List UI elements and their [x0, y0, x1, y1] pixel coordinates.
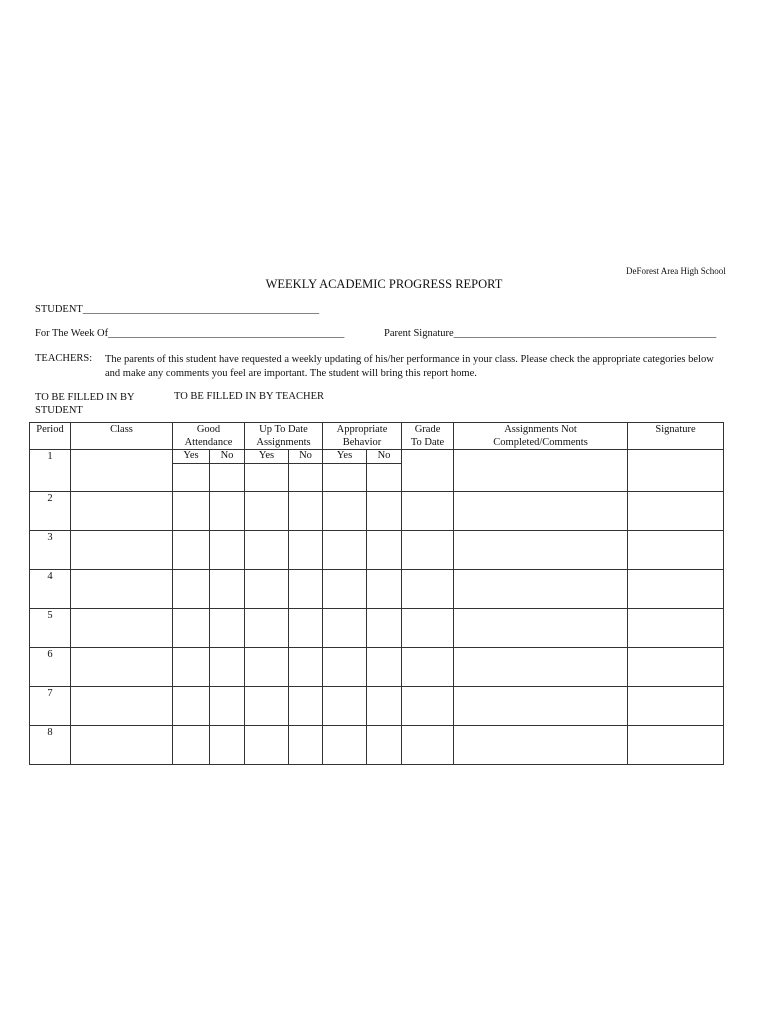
- signature-cell[interactable]: [628, 569, 724, 608]
- behavior-yes-box[interactable]: [323, 647, 367, 686]
- grade-cell[interactable]: [402, 608, 454, 647]
- signature-cell[interactable]: [628, 686, 724, 725]
- assignments-no-box[interactable]: [289, 569, 323, 608]
- table-row: [30, 569, 724, 608]
- grade-cell[interactable]: [402, 569, 454, 608]
- assignments-no-box[interactable]: [289, 608, 323, 647]
- behavior-no-box[interactable]: [367, 491, 402, 530]
- comments-cell[interactable]: [454, 569, 628, 608]
- period-header: Period: [30, 423, 71, 450]
- progress-table: [29, 422, 724, 765]
- assignments-yes-box[interactable]: [245, 569, 289, 608]
- assignments-yes-box[interactable]: [245, 686, 289, 725]
- class-cell[interactable]: [71, 569, 173, 608]
- table-row: [30, 491, 724, 530]
- week-field[interactable]: [35, 328, 344, 339]
- attendance-yes-box[interactable]: [173, 463, 210, 491]
- parent-signature-label: Parent Signature: [384, 328, 454, 339]
- behavior-yes-box[interactable]: [323, 725, 367, 764]
- assignments-yes-label: Yes: [245, 450, 289, 464]
- attendance-yes-box[interactable]: [173, 491, 210, 530]
- assignments-no-box[interactable]: [289, 463, 323, 491]
- attendance-no-box[interactable]: [210, 530, 245, 569]
- signature-cell[interactable]: [628, 608, 724, 647]
- teachers-label: TEACHERS:: [35, 353, 93, 364]
- grade-cell[interactable]: [402, 725, 454, 764]
- period-number: 2: [30, 491, 71, 530]
- period-number: 5: [30, 608, 71, 647]
- grade-cell[interactable]: [402, 647, 454, 686]
- signature-cell: [628, 450, 724, 492]
- attendance-yes-box[interactable]: [173, 608, 210, 647]
- behavior-yes-box[interactable]: [323, 608, 367, 647]
- attendance-no-box[interactable]: [210, 647, 245, 686]
- attendance-yes-box[interactable]: [173, 725, 210, 764]
- assignments-no-box[interactable]: [289, 725, 323, 764]
- assignments-no-box[interactable]: [289, 686, 323, 725]
- behavior-no-box[interactable]: [367, 725, 402, 764]
- student-section-label: TO BE FILLED IN BY STUDENT: [35, 392, 135, 416]
- comments-cell[interactable]: [454, 530, 628, 569]
- comments-cell[interactable]: [454, 725, 628, 764]
- comments-cell[interactable]: [454, 491, 628, 530]
- attendance-yes-label: Yes: [173, 450, 210, 464]
- student-label: STUDENT: [35, 304, 83, 315]
- behavior-yes-box[interactable]: [323, 491, 367, 530]
- assignments-no-box[interactable]: [289, 647, 323, 686]
- behavior-yes-box[interactable]: [323, 569, 367, 608]
- class-header: Class: [71, 423, 173, 450]
- attendance-no-box[interactable]: [210, 608, 245, 647]
- attendance-yes-box[interactable]: [173, 530, 210, 569]
- parent-signature-line[interactable]: __________________________________________________: [453, 328, 717, 339]
- parent-signature-field[interactable]: [384, 328, 716, 339]
- behavior-header: Appropriate Behavior: [323, 423, 402, 450]
- grade-cell[interactable]: [402, 491, 454, 530]
- attendance-no-label: No: [210, 450, 245, 464]
- table-row: [30, 530, 724, 569]
- report-title: WEEKLY ACADEMIC PROGRESS REPORT: [265, 277, 503, 291]
- period-number: 3: [30, 530, 71, 569]
- assignments-no-label: No: [289, 450, 323, 464]
- teacher-section-label: TO BE FILLED IN BY TEACHER: [174, 391, 325, 402]
- period-number: 6: [30, 647, 71, 686]
- week-label: For The Week Of: [35, 328, 109, 339]
- table-row: [30, 608, 724, 647]
- class-cell[interactable]: [71, 530, 173, 569]
- signature-cell[interactable]: [628, 491, 724, 530]
- signature-cell[interactable]: [628, 725, 724, 764]
- assignments-yes-box[interactable]: [245, 608, 289, 647]
- student-line[interactable]: _____________________________________________: [82, 304, 320, 315]
- attendance-yes-box[interactable]: [173, 686, 210, 725]
- period-number: 7: [30, 686, 71, 725]
- attendance-no-box[interactable]: [210, 491, 245, 530]
- behavior-no-box[interactable]: [367, 608, 402, 647]
- assignments-yes-box[interactable]: [245, 530, 289, 569]
- comments-cell[interactable]: [454, 686, 628, 725]
- assignments-yes-box[interactable]: [245, 463, 289, 491]
- class-cell[interactable]: [71, 686, 173, 725]
- attendance-no-box[interactable]: [210, 569, 245, 608]
- class-cell[interactable]: [71, 725, 173, 764]
- behavior-no-box[interactable]: [367, 686, 402, 725]
- behavior-yes-box[interactable]: [323, 686, 367, 725]
- class-cell[interactable]: [71, 491, 173, 530]
- comments-header: Assignments Not Completed/Comments: [454, 423, 628, 450]
- attendance-yes-box[interactable]: [173, 647, 210, 686]
- assignments-yes-box[interactable]: [245, 725, 289, 764]
- period-number: 1: [30, 450, 71, 492]
- grade-cell: [402, 450, 454, 492]
- signature-cell[interactable]: [628, 647, 724, 686]
- attendance-header: Good Attendance: [173, 423, 245, 450]
- assignments-no-box[interactable]: [289, 491, 323, 530]
- behavior-no-label: No: [367, 450, 402, 464]
- class-cell[interactable]: [71, 647, 173, 686]
- class-cell[interactable]: [71, 608, 173, 647]
- school-name: DeForest Area High School: [626, 266, 726, 276]
- grade-cell[interactable]: [402, 530, 454, 569]
- signature-cell[interactable]: [628, 530, 724, 569]
- behavior-yes-box[interactable]: [323, 530, 367, 569]
- table-row: [30, 686, 724, 725]
- assignments-no-box[interactable]: [289, 530, 323, 569]
- comments-cell[interactable]: [454, 647, 628, 686]
- assignments-header: Up To Date Assignments: [245, 423, 323, 450]
- grade-cell[interactable]: [402, 686, 454, 725]
- period-number: 4: [30, 569, 71, 608]
- behavior-no-box[interactable]: [367, 463, 402, 491]
- table-row: [30, 725, 724, 764]
- assignments-yes-box[interactable]: [245, 491, 289, 530]
- attendance-no-box[interactable]: [210, 725, 245, 764]
- signature-header: Signature: [628, 423, 724, 450]
- attendance-no-box[interactable]: [210, 686, 245, 725]
- grade-header: Grade To Date: [402, 423, 454, 450]
- week-line[interactable]: _____________________________________________: [108, 328, 345, 339]
- class-cell: [71, 450, 173, 492]
- attendance-yes-box[interactable]: [173, 569, 210, 608]
- table-row: [30, 647, 724, 686]
- behavior-yes-label: Yes: [323, 450, 367, 464]
- assignments-yes-box[interactable]: [245, 647, 289, 686]
- behavior-no-box[interactable]: [367, 647, 402, 686]
- behavior-no-box[interactable]: [367, 530, 402, 569]
- student-field[interactable]: [35, 304, 319, 315]
- behavior-yes-box[interactable]: [323, 463, 367, 491]
- comments-cell[interactable]: [454, 608, 628, 647]
- period-number: 8: [30, 725, 71, 764]
- behavior-no-box[interactable]: [367, 569, 402, 608]
- attendance-no-box[interactable]: [210, 463, 245, 491]
- teachers-instructions: The parents of this student have requested a weekly updating of his/her performance in your class. Please check the appropriate categories below and make any comments you feel are important. The student will bring this report home.: [105, 354, 714, 379]
- comments-cell: [454, 450, 628, 492]
